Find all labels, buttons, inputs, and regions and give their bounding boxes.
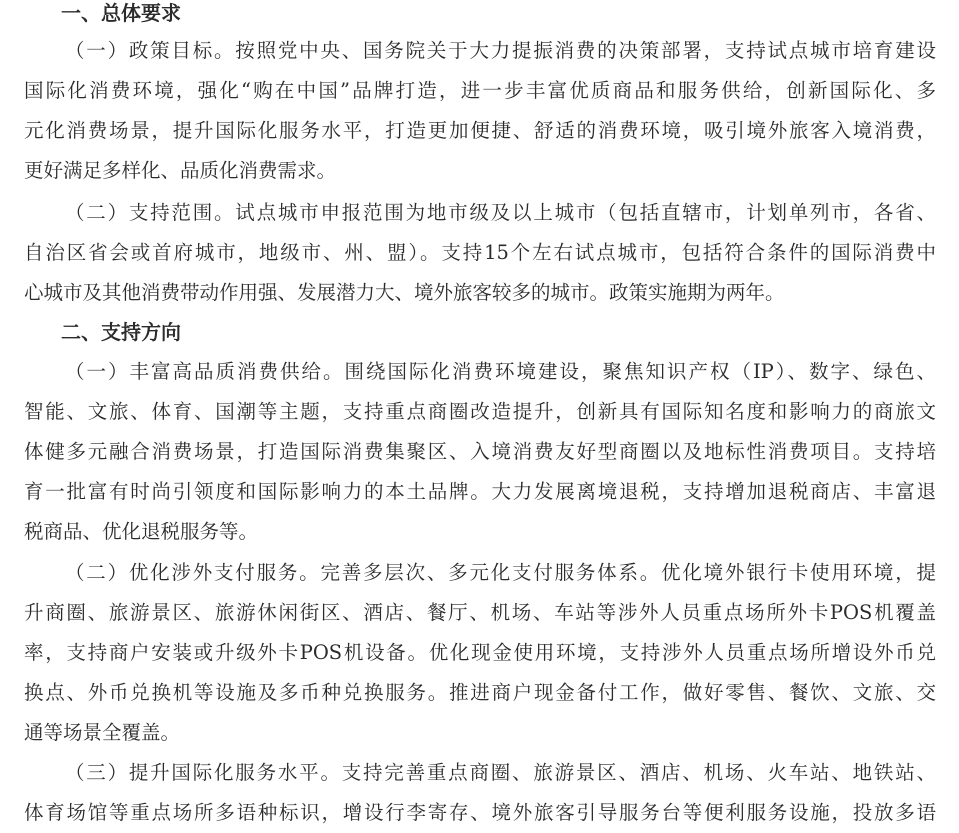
paragraph-line: 升商圈、旅游景区、旅游休闲街区、酒店、餐厅、机场、车站等涉外人员重点场所外卡POS机覆盖 [24,601,936,624]
section-heading: 二、支持方向 [61,320,181,344]
paragraph-line: （三）提升国际化服务水平。支持完善重点商圈、旅游景区、酒店、机场、火车站、地铁站、 [65,761,936,784]
paragraph-line: （一）政策目标。按照党中央、国务院关于大力提振消费的决策部署，支持试点城市培育建设 [65,39,936,62]
paragraph-line: 更好满足多样化、品质化消费需求。 [24,159,337,182]
paragraph-line: 心城市及其他消费带动作用强、发展潜力大、境外旅客较多的城市。政策实施期为两年。 [24,281,785,304]
paragraph-line: 体健多元融合消费场景，打造国际消费集聚区、入境消费友好型商圈以及地标性消费项目。支持培 [24,440,936,463]
section-heading: 一、总体要求 [61,1,181,25]
paragraph-line: （一）丰富高品质消费供给。围绕国际化消费环境建设，聚焦知识产权（IP）、数字、绿色、 [65,360,936,383]
paragraph-line: 国际化消费环境，强化“购在中国”品牌打造，进一步丰富优质商品和服务供给，创新国际化、多 [24,79,936,102]
paragraph-line: 育一批富有时尚引领度和国际影响力的本土品牌。大力发展离境退税，支持增加退税商店、丰富退 [24,480,936,503]
paragraph-line: 税商品、优化退税服务等。 [24,520,259,543]
paragraph-line: 通等场景全覆盖。 [24,721,181,744]
paragraph-line: 元化消费场景，提升国际化服务水平，打造更加便捷、舒适的消费环境，吸引境外旅客入境消费， [24,119,936,142]
paragraph-line: 换点、外币兑换机等设施及多币种兑换服务。推进商户现金备付工作，做好零售、餐饮、文旅、交 [24,681,936,704]
paragraph-line: 自治区省会或首府城市，地级市、州、盟）。支持15个左右试点城市，包括符合条件的国际消费中 [24,241,936,264]
paragraph-line: 体育场馆等重点场所多语种标识，增设行李寄存、境外旅客引导服务台等便利服务设施，投放多语 [24,801,936,824]
paragraph-line: （二）支持范围。试点城市申报范围为地市级及以上城市（包括直辖市，计划单列市，各省、 [65,201,936,224]
paragraph-line: 智能、文旅、体育、国潮等主题，支持重点商圈改造提升，创新具有国际知名度和影响力的商旅文 [24,400,936,423]
paragraph-line: 率，支持商户安装或升级外卡POS机设备。优化现金使用环境，支持涉外人员重点场所增设外币兑 [24,641,936,664]
paragraph-line: （二）优化涉外支付服务。完善多层次、多元化支付服务体系。优化境外银行卡使用环境，提 [65,561,936,584]
